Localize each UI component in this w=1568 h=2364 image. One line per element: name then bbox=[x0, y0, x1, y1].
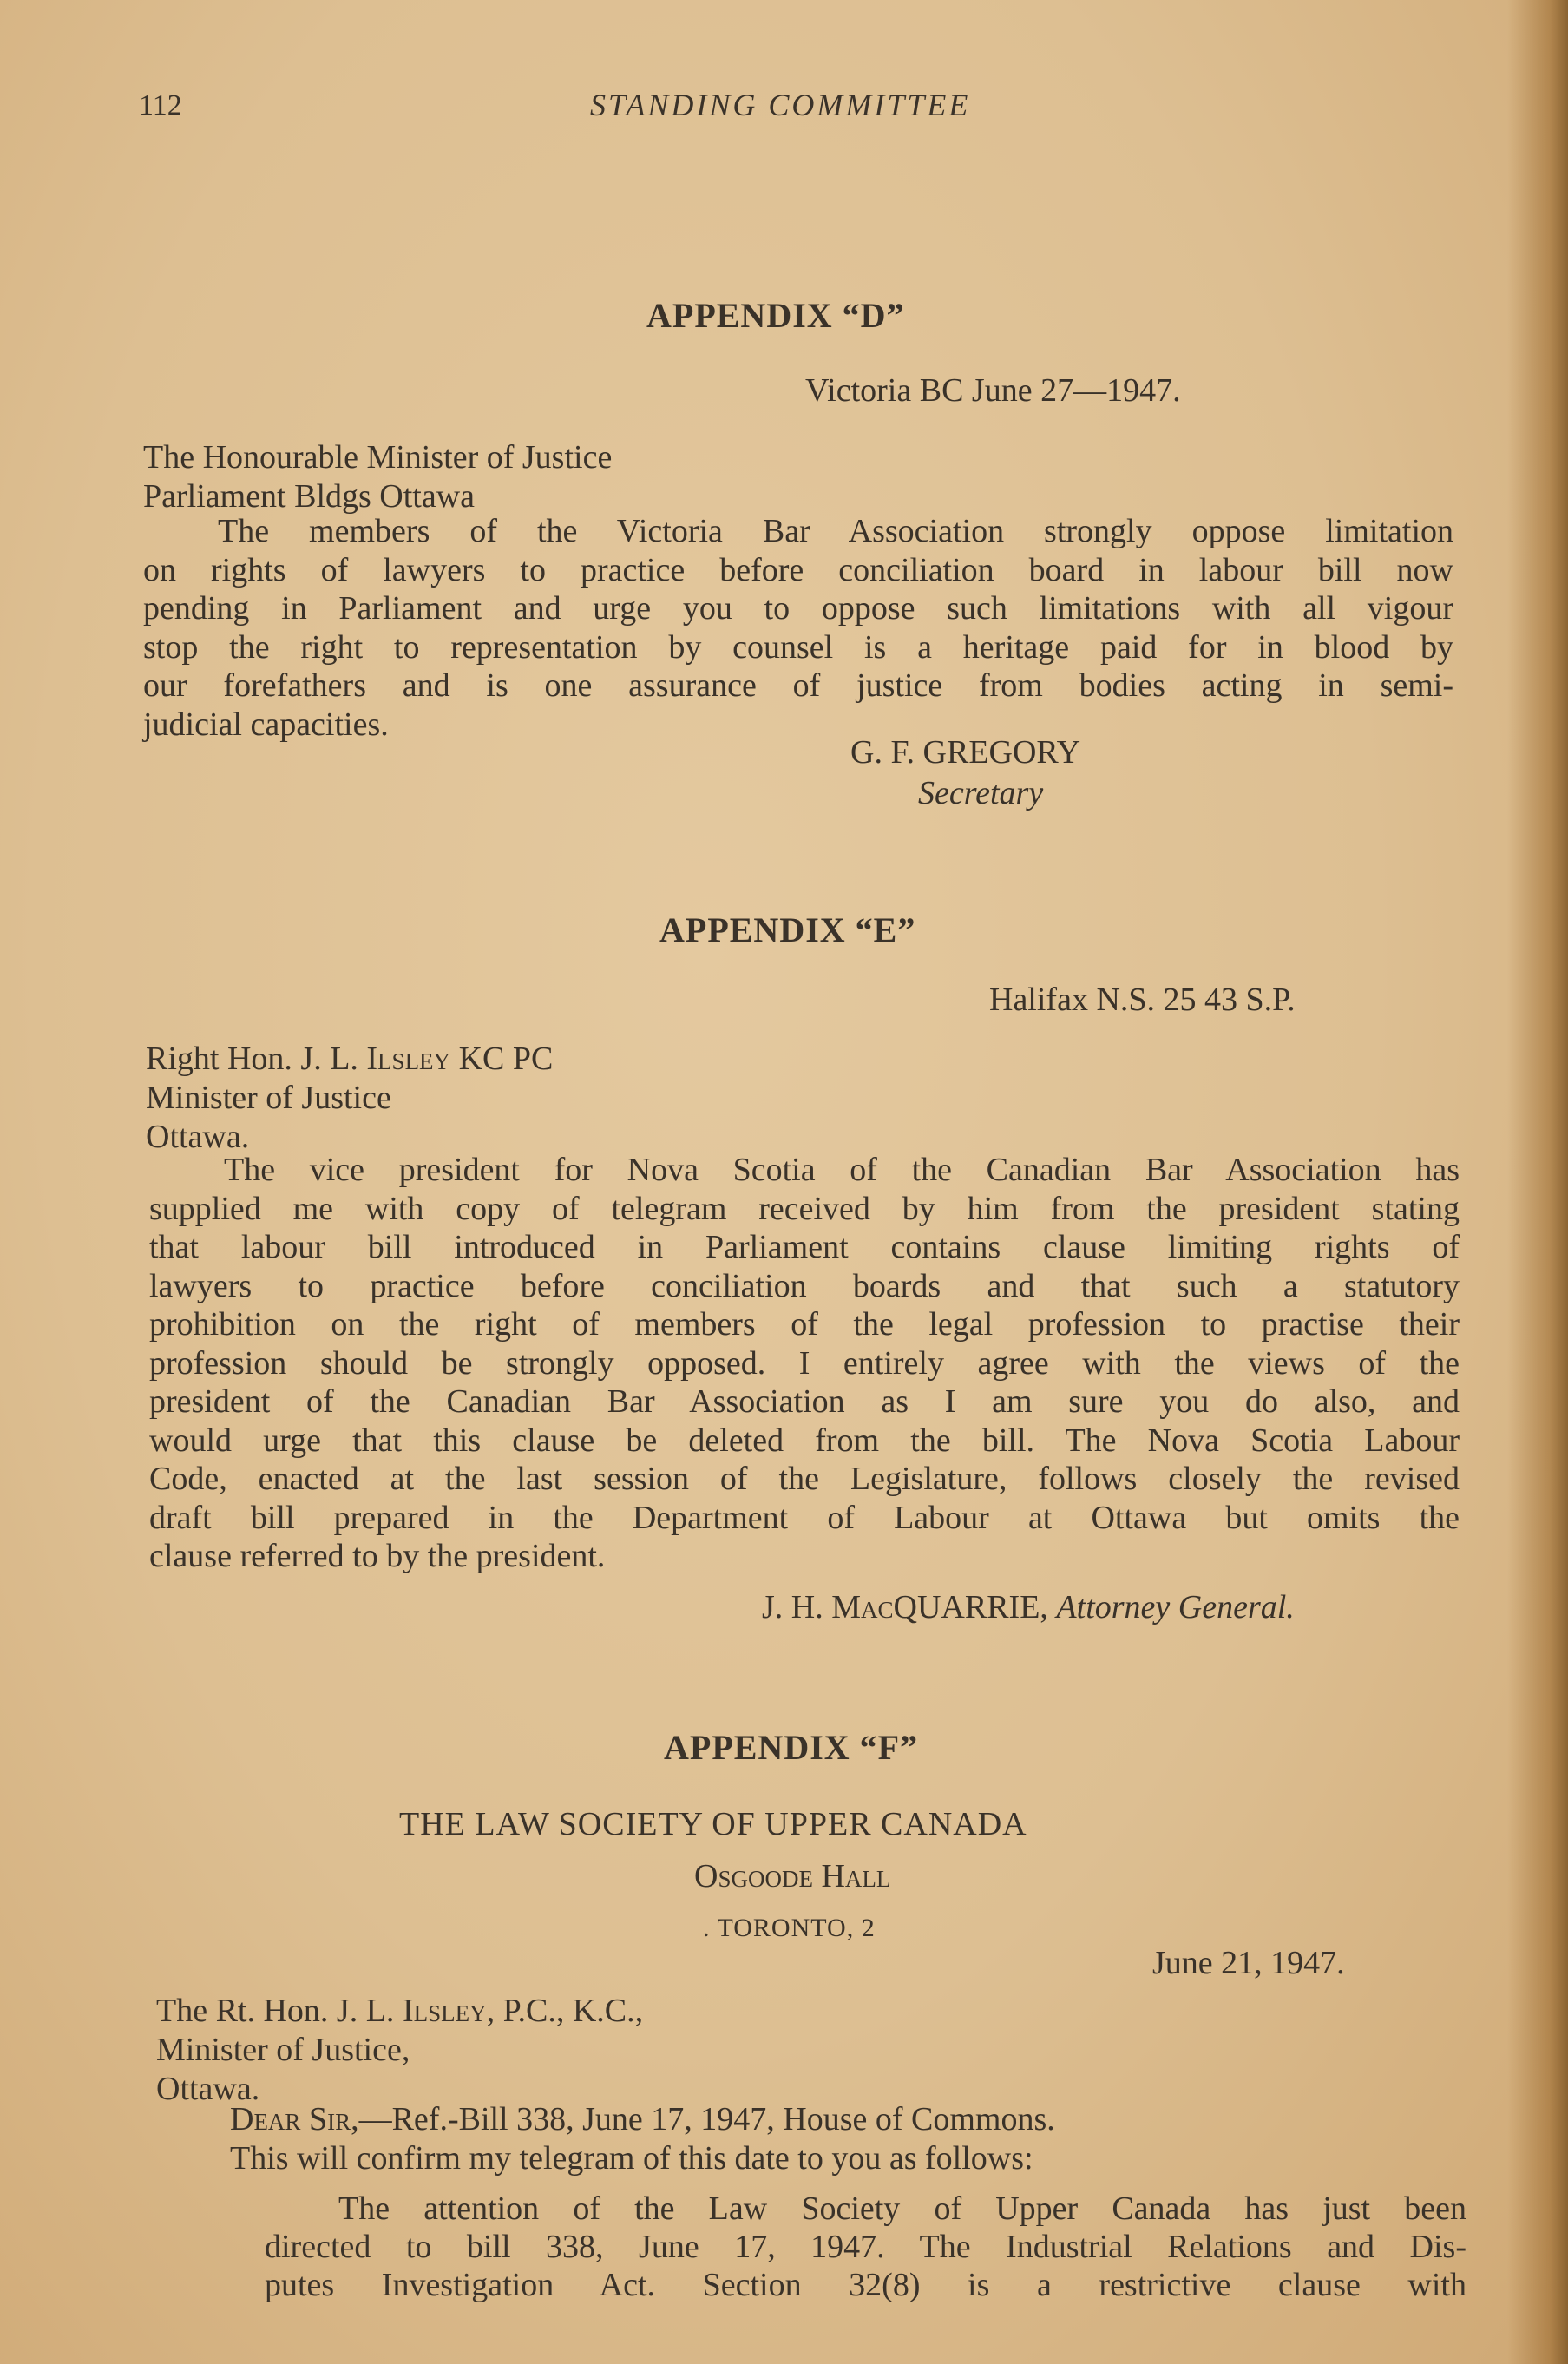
appendix-d-body bbox=[143, 512, 1453, 744]
appendix-e-address-line-2: Minister of Justice bbox=[146, 1080, 391, 1116]
appendix-e-body bbox=[149, 1151, 1460, 1576]
addressee-name: Ilsley bbox=[366, 1041, 451, 1077]
body-line: that labour bill introduced in Parliament contains clause limiting rights of bbox=[149, 1229, 1460, 1265]
quote-line: directed to bill 338, June 17, 1947. The Industrial Relations and Dis- bbox=[265, 2229, 1466, 2265]
org-name: THE LAW SOCIETY OF UPPER CANADA bbox=[399, 1806, 1027, 1842]
appendix-e-address-line-1: Right Hon. J. L. Ilsley KC PC bbox=[146, 1041, 554, 1077]
signatory-title: Attorney General. bbox=[1056, 1589, 1295, 1625]
salutation-line: Dear Sir,—Ref.-Bill 338, June 17, 1947, House of Commons. bbox=[230, 2101, 1055, 2137]
appendix-f-date: June 21, 1947. bbox=[1152, 1945, 1345, 1981]
salutation: Dear Sir, bbox=[230, 2101, 359, 2137]
body-line: The vice president for Nova Scotia of the Canadian Bar Association has bbox=[224, 1152, 1460, 1188]
appendix-d-address-line-2: Parliament Bldgs Ottawa bbox=[143, 478, 476, 515]
page-number: 112 bbox=[139, 89, 182, 121]
appendix-e-address-line-3: Ottawa. bbox=[146, 1119, 250, 1155]
org-hall: Osgoode Hall bbox=[694, 1858, 891, 1894]
body-line: stop the right to representation by counsel is a heritage paid for in blood by bbox=[143, 628, 1453, 666]
appendix-e-signature: J. H. MacQUARRIE, Attorney General. bbox=[762, 1589, 1295, 1625]
quote-line: putes Investigation Act. Section 32(8) is a restrictive clause with bbox=[265, 2267, 1466, 2303]
appendix-d-dateline: Victoria BC June 27—1947. bbox=[805, 372, 1181, 409]
appendix-f-address-line-1: The Rt. Hon. J. L. Ilsley, P.C., K.C., bbox=[156, 1993, 644, 2029]
body-line: our forefathers and is one assurance of justice from bodies acting in semi- bbox=[143, 667, 1453, 704]
appendix-e-dateline: Halifax N.S. 25 43 S.P. bbox=[989, 982, 1296, 1018]
body-line: would urge that this clause be deleted from the bill. The Nova Scotia Labour bbox=[149, 1422, 1460, 1459]
body-line: judicial capacities. bbox=[143, 706, 389, 743]
body-line: Code, enacted at the last session of the Legislature, follows closely the revised bbox=[149, 1461, 1460, 1497]
body-line: draft bill prepared in the Department of Labour at Ottawa but omits the bbox=[149, 1499, 1460, 1536]
quote-line: The attention of the Law Society of Upper Canada has just been bbox=[338, 2190, 1466, 2227]
body-line: profession should be strongly opposed. I entirely agree with the views of the bbox=[149, 1344, 1460, 1382]
body-line: lawyers to practice before conciliation boards and that such a statutory bbox=[149, 1267, 1460, 1304]
appendix-f-address-line-2: Minister of Justice, bbox=[156, 2032, 410, 2068]
body-line: prohibition on the right of members of the legal profession to practise their bbox=[149, 1306, 1460, 1343]
signatory-name: MacQUARRIE bbox=[831, 1589, 1040, 1625]
intro-line: This will confirm my telegram of this date to you as follows: bbox=[230, 2140, 1033, 2177]
appendix-d-signature-title: Secretary bbox=[918, 775, 1044, 811]
appendix-e-heading: APPENDIX “E” bbox=[659, 910, 916, 949]
appendix-f-heading: APPENDIX “F” bbox=[664, 1728, 919, 1767]
appendix-d-heading: APPENDIX “D” bbox=[646, 296, 905, 335]
body-line: pending in Parliament and urge you to oppose such limitations with all vigour bbox=[143, 590, 1453, 627]
running-title: STANDING COMMITTEE bbox=[590, 88, 971, 122]
appendix-d-address-line-1: The Honourable Minister of Justice bbox=[143, 439, 613, 476]
body-line: supplied me with copy of telegram received by him from the president stating bbox=[149, 1190, 1460, 1227]
addressee-name: Ilsley bbox=[402, 1993, 487, 2029]
quoted-telegram bbox=[265, 2190, 1466, 2304]
body-line: The members of the Victoria Bar Association strongly oppose limitation bbox=[218, 513, 1453, 549]
body-line: president of the Canadian Bar Association as I am sure you do also, and bbox=[149, 1383, 1460, 1420]
body-line: on rights of lawyers to practice before conciliation board in labour bill now bbox=[143, 551, 1453, 588]
org-city: . TORONTO, 2 bbox=[703, 1914, 876, 1942]
appendix-d-signature-name: G. F. GREGORY bbox=[850, 734, 1081, 771]
body-line: clause referred to by the president. bbox=[149, 1538, 606, 1574]
page-edge-shadow bbox=[1507, 0, 1568, 2364]
appendix-f-address-line-3: Ottawa. bbox=[156, 2071, 260, 2107]
